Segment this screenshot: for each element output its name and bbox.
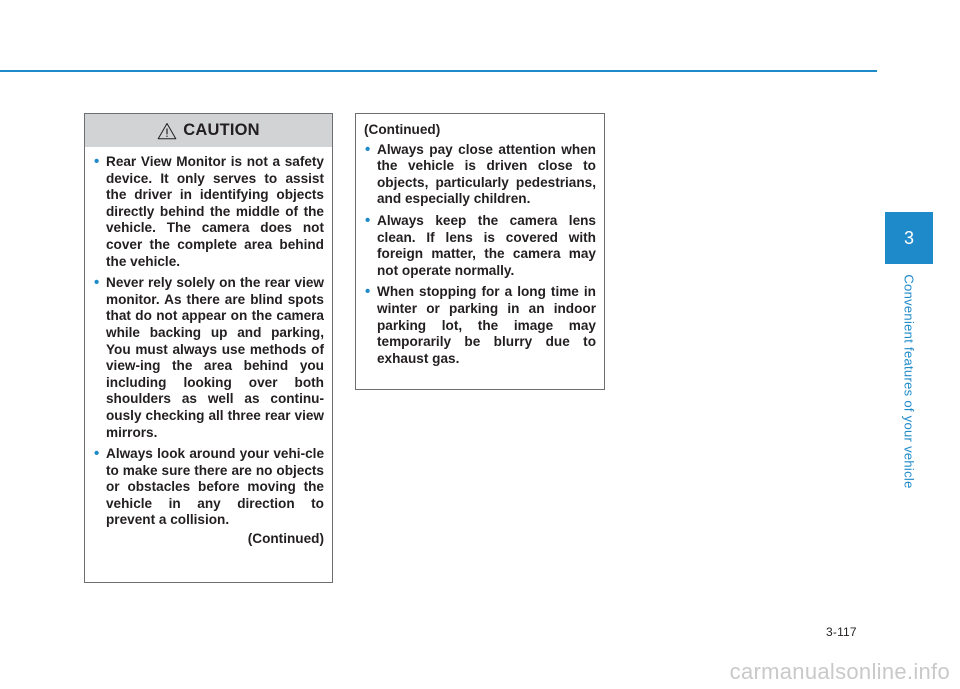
list-item: • When stopping for a long time in winter or parking in an indoor parking lot, the image may temporarily be blurry due to exhaust gas. — [365, 283, 596, 366]
list-item: • Never rely solely on the rear view monitor. As there are blind spots that do not appear on the camera while backing up and parking, You must always use methods of view-ing the area behind you including looking over both shoulders as well as continu-ously checking all three rear view mirrors. — [94, 274, 324, 440]
bullet-icon: • — [365, 283, 371, 301]
list-item: • Rear View Monitor is not a safety device. It only serves to assist the driver in identifying objects directly behind the middle of the vehicle. The camera does not cover the complete area behind the vehicle. — [94, 153, 324, 269]
bullet-icon: • — [365, 140, 371, 158]
caution-title: CAUTION — [183, 121, 260, 139]
continued-body — [356, 114, 604, 367]
top-rule — [0, 70, 877, 72]
bullet-icon: • — [94, 153, 100, 170]
chapter-title — [885, 270, 933, 492]
continued-box — [355, 113, 605, 390]
watermark: carmanualsonline.info — [729, 659, 950, 684]
bullet-icon: • — [94, 445, 100, 463]
chapter-number-tab: 3 — [885, 212, 933, 264]
caution-box — [84, 113, 333, 583]
page-number: 3-117 — [826, 625, 857, 639]
list-item: • Always keep the camera lens clean. If lens is covered with foreign matter, the camera may not operate normally. — [365, 211, 596, 278]
continued-label: (Continued) — [247, 531, 324, 547]
warning-triangle-icon — [157, 122, 177, 140]
bullet-icon: • — [94, 274, 100, 292]
list-item: • Always pay close attention when the vehicle is driven close to objects, particularly pedestrians, and especially children. — [365, 140, 596, 207]
continued-label: (Continued) — [364, 122, 441, 137]
bullet-icon: • — [365, 211, 371, 229]
caution-header — [85, 114, 332, 147]
list-item: • Always look around your vehi-cle to make sure there are no objects or obstacles before moving the vehicle in any direction to prevent a collision. — [94, 445, 324, 528]
caution-body — [85, 147, 332, 548]
chapter-title-text: Convenient features of your vehicle — [901, 273, 917, 489]
